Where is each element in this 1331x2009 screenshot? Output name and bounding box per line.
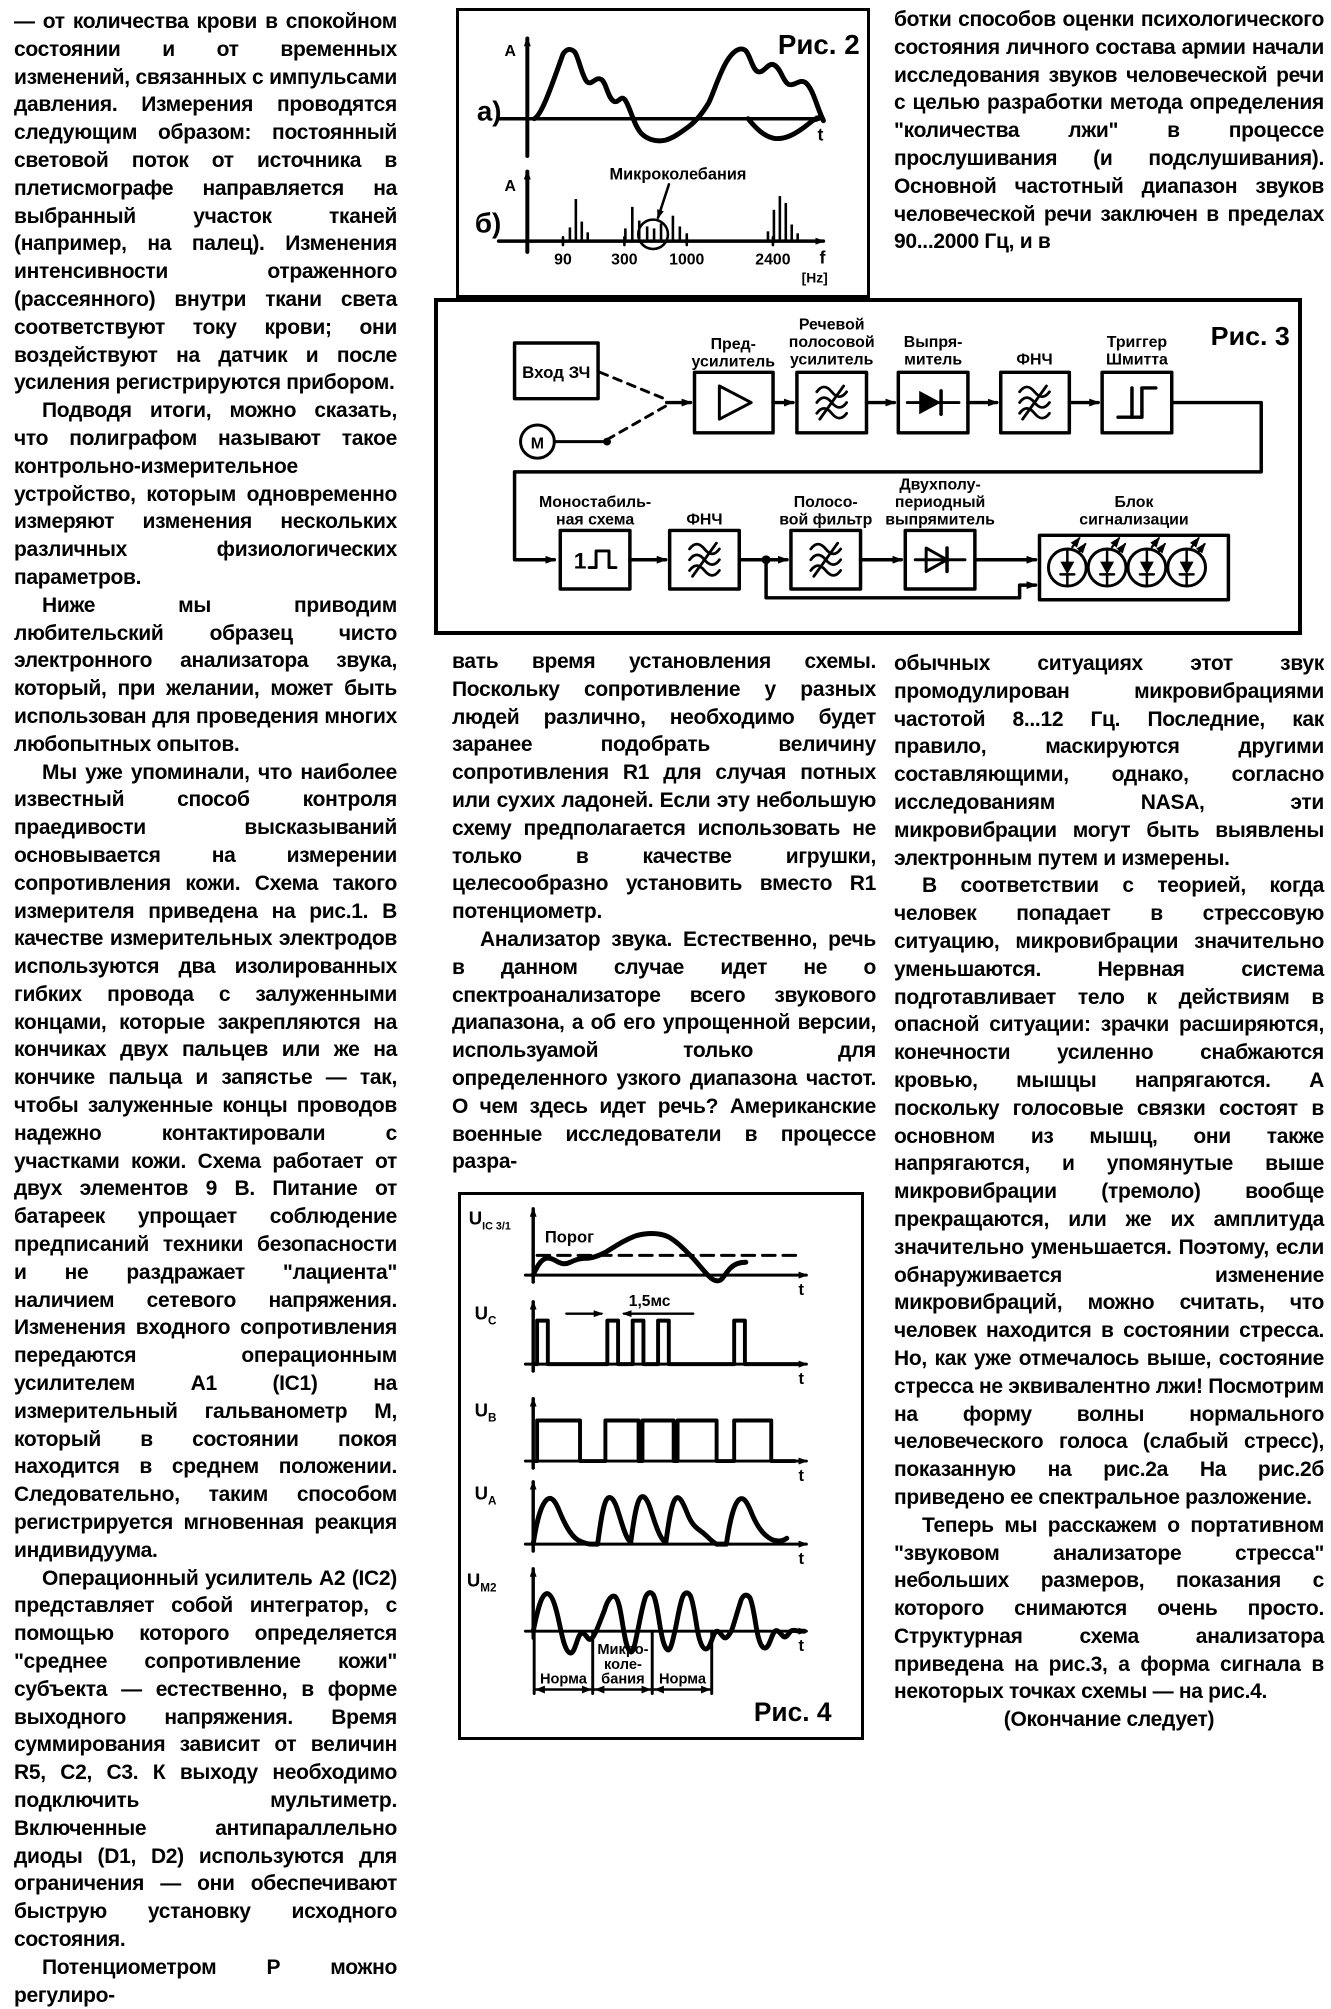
svg-text:вой фильтр: вой фильтр <box>779 511 873 529</box>
svg-text:Выпря-: Выпря- <box>903 334 963 351</box>
schmitt-trigger-icon <box>1118 388 1156 417</box>
region-micro-2: коле- <box>604 1656 642 1673</box>
left-text-column <box>14 8 397 2009</box>
figure-2-drawing <box>459 11 867 295</box>
paragraph: ботки способов оценки психологического состояния личного состава армии начали исследования звуков человеческой речи с целью разработки метода определения "количества лжи" в процессе прослушивания (и подслушивания). Основной частотный диапазон звуков человеческой речи заключен в пределах 90...2000 Гц, и в <box>894 8 1324 254</box>
svg-text:Двухполу-: Двухполу- <box>899 476 981 494</box>
figure-3-caption: Рис. 3 <box>1210 321 1290 351</box>
paragraph: вать время установления схемы. Поскольку сопротивление у разных людей различно, необходимо будет заранее подобрать величину сопротивления R1 для случая потных или сухих ладоней. Если эту небольшую схему предполагается использовать не только в качестве игрушки, целесообразно установить вместо R1 потенциометр. <box>452 650 876 924</box>
region-norma-2: Норма <box>658 1671 706 1688</box>
svg-text:UA: $U_A$ <box>474 1482 497 1508</box>
svg-text:t: t <box>798 1465 805 1485</box>
bandpass-filter-2-icon <box>811 543 841 576</box>
svg-text:UC: $U_C$ <box>474 1302 497 1328</box>
svg-text:Триггер: Триггер <box>1106 334 1168 351</box>
plot-b-label: б) <box>474 207 502 239</box>
plot-b-x-unit: [Hz] <box>801 270 828 286</box>
svg-text:ФНЧ: ФНЧ <box>1016 351 1053 369</box>
paragraph: обычных ситуациях этот звук промодулирован микровибрациями частотой 8...12 Гц. Последние, как правило, маскируются другими составляющими, однако, согласно исследованиям NASA, эти микровибрации могут быть выявлены электронным путем и измерены. <box>894 652 1324 870</box>
selector-dashed-2 <box>607 405 667 439</box>
bandpass-filter-icon <box>817 386 847 419</box>
paragraph: Ниже мы приводим любительский образец чисто электронного анализатора звука, который, при желании, может быть использован для проведения многих любопытных опытов. <box>14 593 397 756</box>
block-labels-bottom <box>539 477 1189 529</box>
annotation-arrow <box>658 184 669 217</box>
lowpass-filter-2-icon <box>690 543 720 576</box>
tick-1000: 1000 <box>669 251 705 269</box>
paragraph: Потенциометром Р можно регулиро- <box>14 1955 397 2007</box>
svg-text:выпрямитель: выпрямитель <box>885 511 995 529</box>
figure-2 <box>456 8 870 298</box>
audio-input-label: Вход ЗЧ <box>522 363 591 383</box>
plot-b-y-label: А <box>504 178 516 196</box>
svg-text:Речевой: Речевой <box>798 316 865 334</box>
paragraph: Операционный усилитель А2 (IC2) представляет собой интегратор, с помощью которого определяется "среднее сопротивление кожи" субъекта — естественно, в форме выходного напряжения. Время суммирования зависит от величин R5, С2, С3. К выходу необходимо подключить мультиметр. Включенные антипараллельно диоды (D1, D2) используются для ограничения — они обеспечивают быструю установку исходного состояния. <box>14 1566 397 1951</box>
tick-2400: 2400 <box>755 251 791 269</box>
threshold-label: Порог <box>544 1227 595 1247</box>
svg-text:митель: митель <box>904 351 963 369</box>
paragraph: — от количества крови в спокойном состоянии и от временных изменений, связанных с импульсами давления. Измерения проводятся следующим образом: постоянный световой поток от источника в плетисмографе направляется на выбранный участок тканей (например, на палец). Изменения интенсивности отраженного (рассеянного) внутри ткани света соответствуют току крови; они воздействуют на датчик и после усиления регистрируются прибором. <box>14 10 397 395</box>
svg-text:полосовой: полосовой <box>788 334 875 351</box>
paragraph: Теперь мы расскажем о портативном "звуковом анализаторе стресса" небольших размеров, показания с которого снимаются очень просто. Структурная схема анализатора приведена на рис.3, а форма сигнала в некоторых точках схемы — на рис.4. <box>894 1513 1324 1704</box>
svg-text:Моностабиль-: Моностабиль- <box>538 494 652 511</box>
svg-text:Блок: Блок <box>1114 494 1154 511</box>
microphone-label: М <box>530 435 545 453</box>
spectrum-lines <box>570 196 798 241</box>
svg-text:t: t <box>798 1548 805 1568</box>
figure-4-drawing <box>461 1195 861 1737</box>
svg-text:ФНЧ: ФНЧ <box>686 511 723 529</box>
region-micro-1: Микро- <box>597 1641 649 1658</box>
middle-text-column <box>452 648 876 1176</box>
monostable-icon <box>574 548 616 574</box>
trace-ua <box>475 1482 807 1568</box>
svg-text:Шмитта: Шмитта <box>1105 351 1168 369</box>
figure-4-caption: Рис. 4 <box>753 1697 832 1728</box>
svg-text:периодный: периодный <box>894 494 986 511</box>
plot-a-y-label: А <box>504 43 516 61</box>
svg-text:усилитель: усилитель <box>790 351 874 369</box>
selector-dashed-1 <box>600 372 667 399</box>
right-text-column-bottom <box>894 650 1324 1734</box>
tick-90: 90 <box>554 251 572 269</box>
region-norma-1: Норма <box>539 1671 587 1688</box>
figure-3-drawing <box>438 302 1298 631</box>
svg-text:сигнализации: сигнализации <box>1079 511 1189 529</box>
paragraph: Подводя итоги, можно сказать, что полиграфом называют такое контрольно-измерительное устройство, которым одновременно измеряют изменения нескольких различных физиологических параметров. <box>14 399 397 589</box>
right-text-column-top <box>894 6 1324 256</box>
figure-3 <box>434 298 1302 635</box>
svg-text:t: t <box>798 1368 805 1388</box>
amplifier-icon <box>719 386 751 419</box>
voice-waveform <box>534 49 823 141</box>
paragraph: Мы уже упоминали, что наиболее известный способ контроля праедивости высказываний основывается на измерении сопротивления кожи. Схема такого измерителя приведена на рис.1. В качестве измерительных электродов используются два изолированных гибких провода с залуженными концами, которые закрепляются на кончиках двух пальцев или же на кончике пальца и запястье — так, чтобы залуженные концы проводов надежно контактировали с участками кожи. Схема работает от двух элементов 9 В. Питание от батареек упрощает соблюдение предписаний техники безопасности и не раздражает "лациента" наличием сетевого напряжения. Изменения входного сопротивления передаются операционным усилителем А1 (IC1) на измерительный гальванометр М, который в состоянии покоя находится в среднем положении. Следовательно, таким способом регистрируется мгновенная реакция индивидуума. <box>14 760 397 1562</box>
plot-a-x-label: t <box>817 124 824 145</box>
svg-text:t: t <box>798 1279 805 1299</box>
paragraph: В соответствии с теорией, когда человек попадает в стрессовую ситуацию, микровибрации значительно уменьшаются. Нервная система подготавливает тело к действиям в опасной ситуации: зрачки расширяются, конечности усиленно снабжаются кровью, мышцы напрягаются. А поскольку голосовые связки состоят в основном из мышц, они также напрягаются, и упомянутые выше микровибрации (тремоло) вообще прекращаются, или же их амплитуда значительно уменьшается. Поэтому, если обнаруживается изменение микровибраций, можно считать, что человек находится в состоянии стресса. Но, как уже отмечалось выше, состояние стресса не эквивалентно лжи! Посмотрим на форму волны нормального человеческого голоса (слабый стресс), показанную на рис.2а На рис.2б приведено ее спектральное разложение. <box>894 874 1324 1509</box>
figure-4 <box>458 1192 864 1740</box>
led-indicators <box>1048 538 1205 586</box>
lowpass-filter-icon <box>1020 386 1050 419</box>
svg-text:t: t <box>798 1635 805 1655</box>
voice-waveform-tail <box>748 118 821 139</box>
tick-300: 300 <box>611 251 638 269</box>
svg-text:Пред-: Пред- <box>710 335 756 353</box>
figure-2-caption: Рис. 2 <box>777 29 860 61</box>
paragraph: Анализатор звука. Естественно, речь в данном случае идет не о спектроанализаторе всего звукового диапазона, а об его упрощенной версии, используамой только для определенного узкого диапазона частот. О чем здесь идет речь? Американские военные исследователи в процессе разра- <box>452 927 876 1174</box>
pulse-width-label: 1,5мс <box>628 1292 671 1310</box>
paragraph-lead: Анализатор звука. <box>480 927 684 951</box>
paragraph: (Окончание следует) <box>1003 1708 1215 1732</box>
block-labels-top <box>692 316 1169 370</box>
svg-text:UB: $U_B$ <box>474 1399 497 1425</box>
svg-text:усилитель: усилитель <box>691 353 775 371</box>
svg-text:1: 1 <box>573 547 587 574</box>
plot-b-x-label: f <box>819 247 826 268</box>
region-micro-3: бания <box>601 1671 645 1688</box>
trace-ub <box>475 1399 807 1485</box>
microvibration-annotation: Микроколебания <box>609 165 747 184</box>
svg-text:UM2: $U_{M2}$ <box>466 1569 497 1595</box>
svg-text:ная схема: ная схема <box>555 511 635 529</box>
fullwave-diode-icon <box>915 548 965 571</box>
diode-icon <box>907 391 959 414</box>
svg-text:Полосо-: Полосо- <box>793 494 858 511</box>
trace-uc <box>475 1293 807 1388</box>
trace-uic31 <box>469 1208 807 1299</box>
svg-text:UIC 3/1: $U_{IC 3/1}$ <box>468 1207 511 1233</box>
plot-a-label: а) <box>476 95 502 127</box>
